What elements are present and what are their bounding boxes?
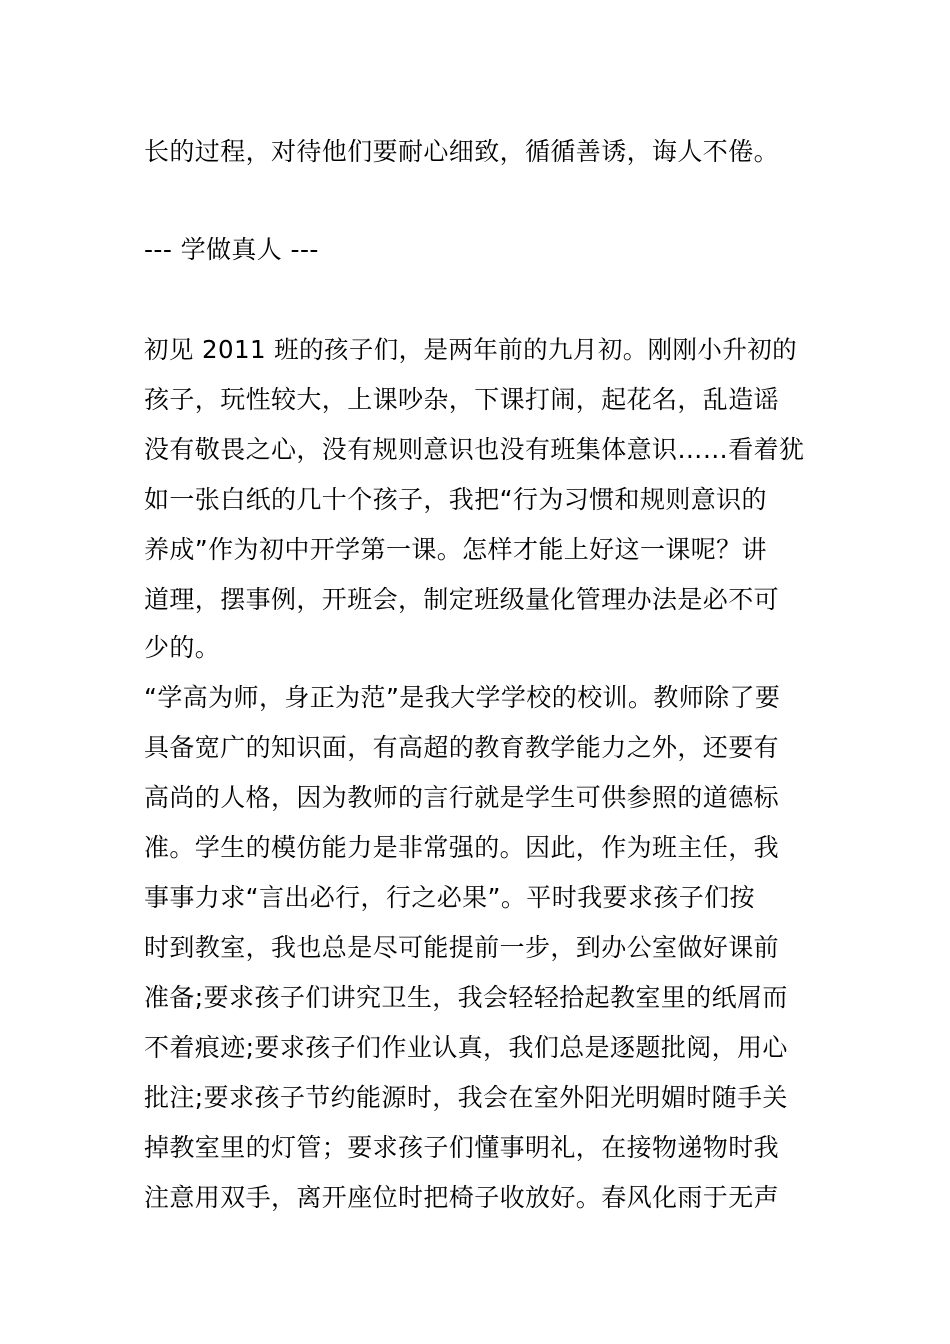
text-line: 不着痕迹;要求孩子们作业认真，我们总是逐题批阅，用心 xyxy=(144,1033,788,1062)
section-heading: --- 学做真人 --- xyxy=(144,235,319,264)
text-line: 准。学生的模仿能力是非常强的。因此，作为班主任，我 xyxy=(144,833,780,862)
text-line: 养成”作为初中开学第一课。怎样才能上好这一课呢？讲 xyxy=(144,535,767,564)
text-line: 如一张白纸的几十个孩子，我把“行为习惯和规则意识的 xyxy=(144,485,767,514)
text-line: 少的。 xyxy=(144,633,221,662)
text-line: 道理，摆事例，开班会，制定班级量化管理办法是必不可 xyxy=(144,585,780,614)
text-line: 高尚的人格，因为教师的言行就是学生可供参照的道德标 xyxy=(144,783,780,812)
text-line: 孩子，玩性较大，上课吵杂，下课打闹，起花名，乱造谣 xyxy=(144,385,780,414)
text-line: 时到教室，我也总是尽可能提前一步，到办公室做好课前 xyxy=(144,933,780,962)
text-line: 初见 2011 班的孩子们，是两年前的九月初。刚刚小升初的 xyxy=(144,335,798,364)
text-line: 事事力求“言出必行，行之必果”。平时我要求孩子们按 xyxy=(144,883,755,912)
text-line: “学高为师，身正为范”是我大学学校的校训。教师除了要 xyxy=(144,683,781,712)
text-line: 准备;要求孩子们讲究卫生，我会轻轻拾起教室里的纸屑而 xyxy=(144,983,788,1012)
text-line: 具备宽广的知识面，有高超的教育教学能力之外，还要有 xyxy=(144,733,780,762)
text-line: 注意用双手，离开座位时把椅子收放好。春风化雨于无声 xyxy=(144,1183,780,1212)
text-line: 批注;要求孩子节约能源时，我会在室外阳光明媚时随手关 xyxy=(144,1083,788,1112)
text-line: 没有敬畏之心，没有规则意识也没有班集体意识……看着犹 xyxy=(144,435,805,464)
text-line-continuation: 长的过程，对待他们要耐心细致，循循善诱，诲人不倦。 xyxy=(144,137,780,166)
text-line: 掉教室里的灯管；要求孩子们懂事明礼，在接物递物时我 xyxy=(144,1133,780,1162)
